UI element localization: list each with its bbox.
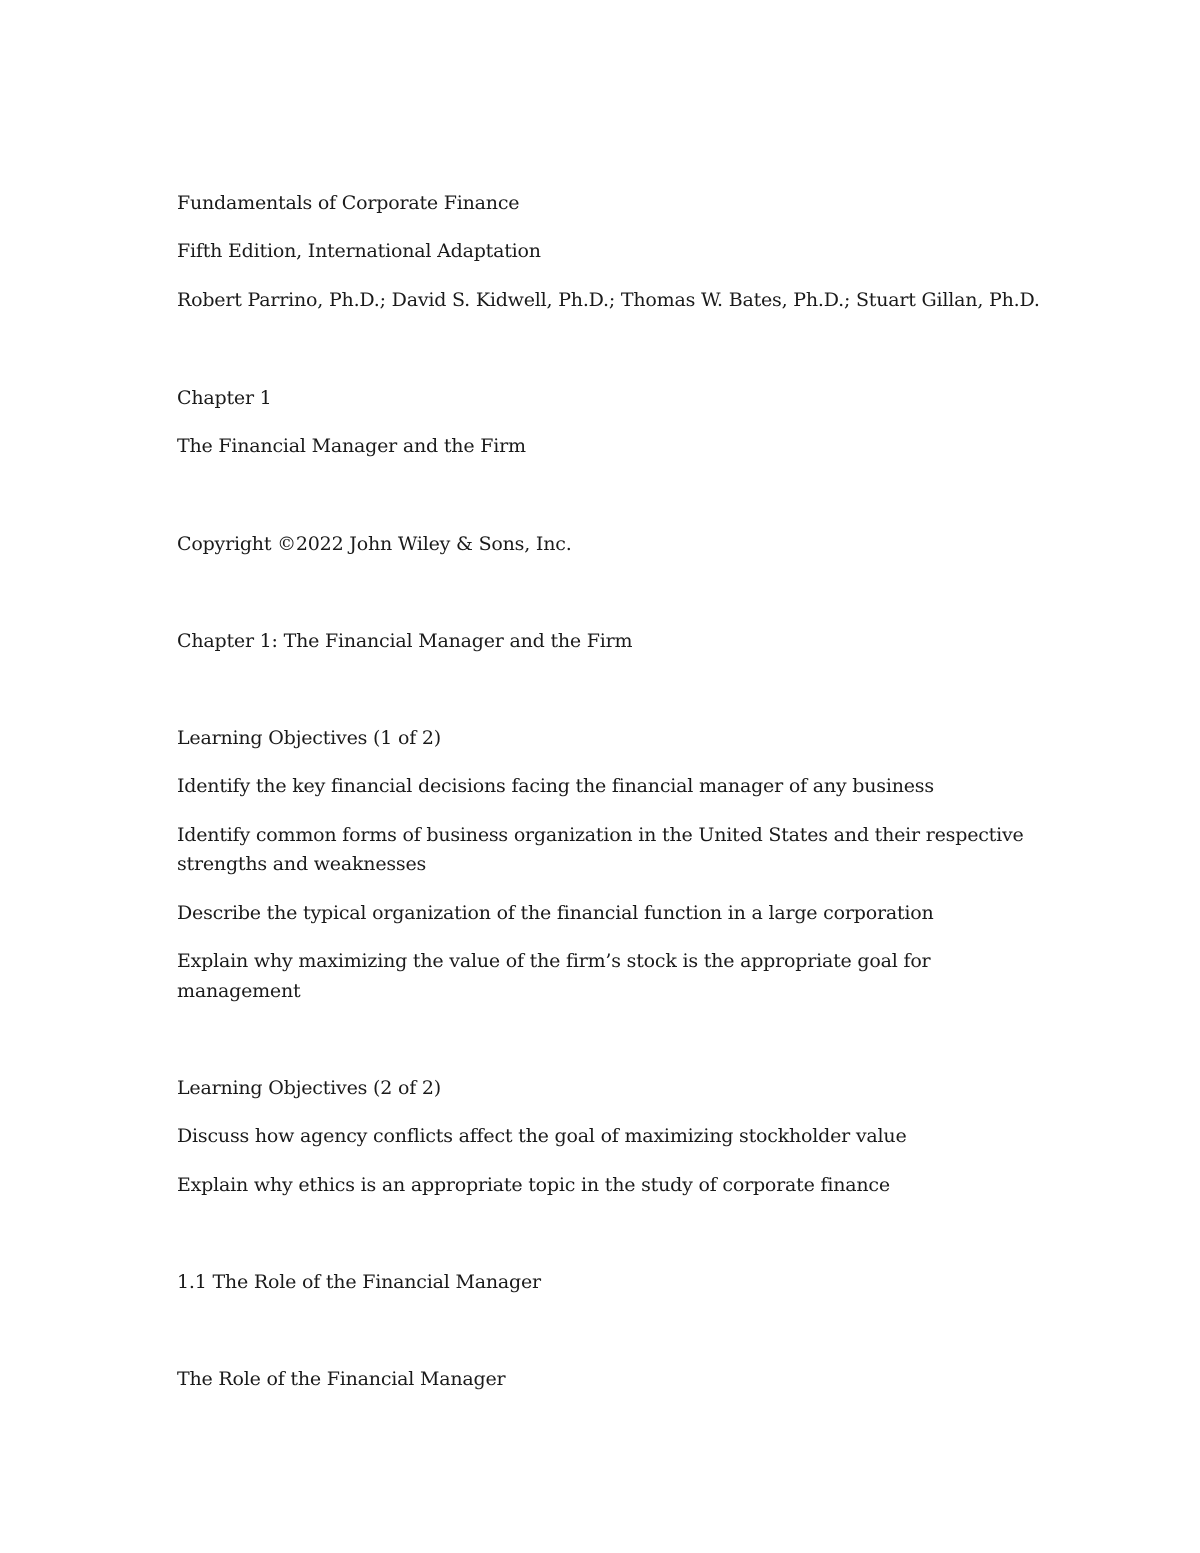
objective-item: Identify the key financial decisions facing the financial manager of any business bbox=[177, 775, 934, 797]
section-heading: 1.1 The Role of the Financial Manager bbox=[177, 1271, 541, 1293]
book-edition: Fifth Edition, International Adaptation bbox=[177, 240, 541, 262]
book-title: Fundamentals of Corporate Finance bbox=[177, 192, 520, 214]
chapter-heading: Chapter 1: The Financial Manager and the Firm bbox=[177, 630, 633, 652]
objectives-2-heading: Learning Objectives (2 of 2) bbox=[177, 1077, 441, 1099]
chapter-title: The Financial Manager and the Firm bbox=[177, 435, 526, 457]
copyright-notice: Copyright ©2022 John Wiley & Sons, Inc. bbox=[177, 533, 572, 555]
section-subheading: The Role of the Financial Manager bbox=[177, 1368, 506, 1390]
objective-item: Describe the typical organization of the financial function in a large corporation bbox=[177, 902, 934, 924]
objective-item: Identify common forms of business organization in the United States and their respective bbox=[177, 824, 1024, 846]
book-authors: Robert Parrino, Ph.D.; David S. Kidwell, Ph.D.; Thomas W. Bates, Ph.D.; Stuart Gillan, Ph.D. bbox=[177, 289, 1040, 311]
objectives-1-heading: Learning Objectives (1 of 2) bbox=[177, 727, 441, 749]
chapter-label: Chapter 1 bbox=[177, 387, 272, 409]
objective-item-continued: strengths and weaknesses bbox=[177, 853, 427, 875]
objective-item: Discuss how agency conflicts affect the goal of maximizing stockholder value bbox=[177, 1125, 907, 1147]
objective-item: Explain why ethics is an appropriate topic in the study of corporate finance bbox=[177, 1174, 890, 1196]
objective-item-continued: management bbox=[177, 980, 301, 1002]
objective-item: Explain why maximizing the value of the firm’s stock is the appropriate goal for bbox=[177, 950, 931, 972]
